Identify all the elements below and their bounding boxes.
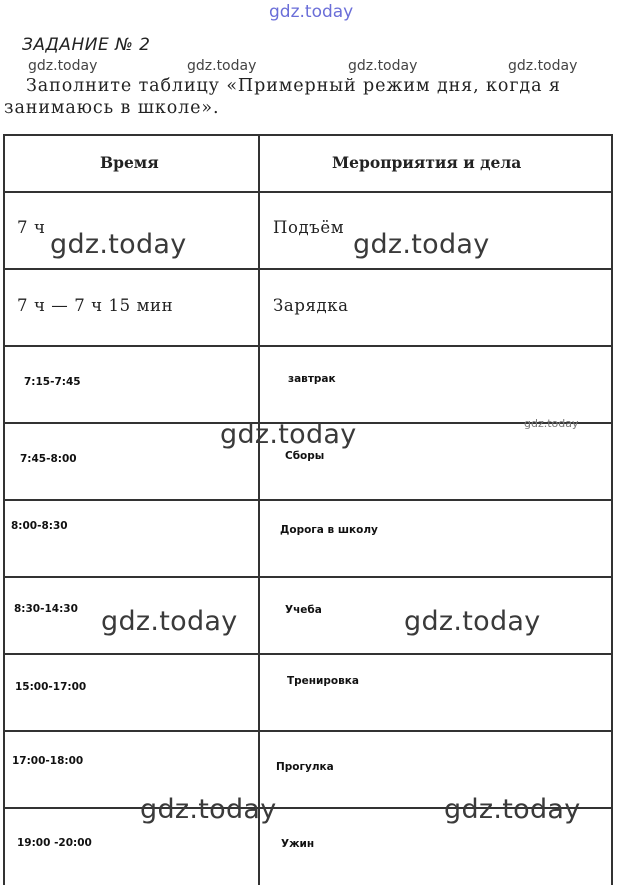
watermark-small: gdz.today [508,58,578,74]
watermark-big: gdz.today [50,229,187,260]
task-text: Заполните таблицу «Примерный режим дня, когда я занимаюсь в школе». [4,76,561,118]
table-cell-activity: Ужин [281,838,315,850]
table-cell-activity: Тренировка [287,675,359,687]
table-cell-time: 8:00-8:30 [11,520,68,532]
task-title: ЗАДАНИЕ № 2 [22,35,151,55]
table-cell-time: 7 ч — 7 ч 15 мин [17,296,174,315]
table-row-divider [3,576,613,578]
table-row-divider [3,191,613,193]
watermark-big: gdz.today [140,794,277,825]
table-cell-time: 7 ч [17,218,46,237]
table-border-left [3,134,5,885]
watermark-big: gdz.today [220,419,357,450]
table-column-divider [258,134,260,885]
table-cell-time: 7:15-7:45 [24,376,81,388]
table-header-activity: Мероприятия и дела [332,153,522,172]
table-row-divider [3,730,613,732]
table-row-divider [3,653,613,655]
table-cell-activity: Сборы [285,450,325,462]
table-row-divider [3,268,613,270]
table-row-divider [3,345,613,347]
table-cell-activity: Учеба [285,604,322,616]
watermark-tiny: gdz.today [524,417,579,430]
table-border-right [611,134,613,885]
watermark-small: gdz.today [348,58,418,74]
table-cell-time: 17:00-18:00 [12,755,84,767]
table-cell-time: 8:30-14:30 [14,603,78,615]
watermark-big: gdz.today [101,606,238,637]
watermark-small: gdz.today [28,58,98,74]
table-cell-activity: Прогулка [276,761,334,773]
table-cell-activity: Зарядка [273,296,349,315]
table-header-time: Время [100,153,159,172]
watermark-big: gdz.today [353,229,490,260]
table-cell-time: 7:45-8:00 [20,453,77,465]
watermark-small: gdz.today [187,58,257,74]
table-cell-time: 19:00 -20:00 [17,837,92,849]
watermark-top: gdz.today [269,2,354,22]
table-cell-activity: Дорога в школу [280,524,378,536]
table-border-top [3,134,613,136]
table-row-divider [3,499,613,501]
watermark-big: gdz.today [444,794,581,825]
watermark-big: gdz.today [404,606,541,637]
table-cell-activity: завтрак [288,373,336,385]
table-cell-activity: Подъём [273,218,345,237]
table-cell-time: 15:00-17:00 [15,681,87,693]
